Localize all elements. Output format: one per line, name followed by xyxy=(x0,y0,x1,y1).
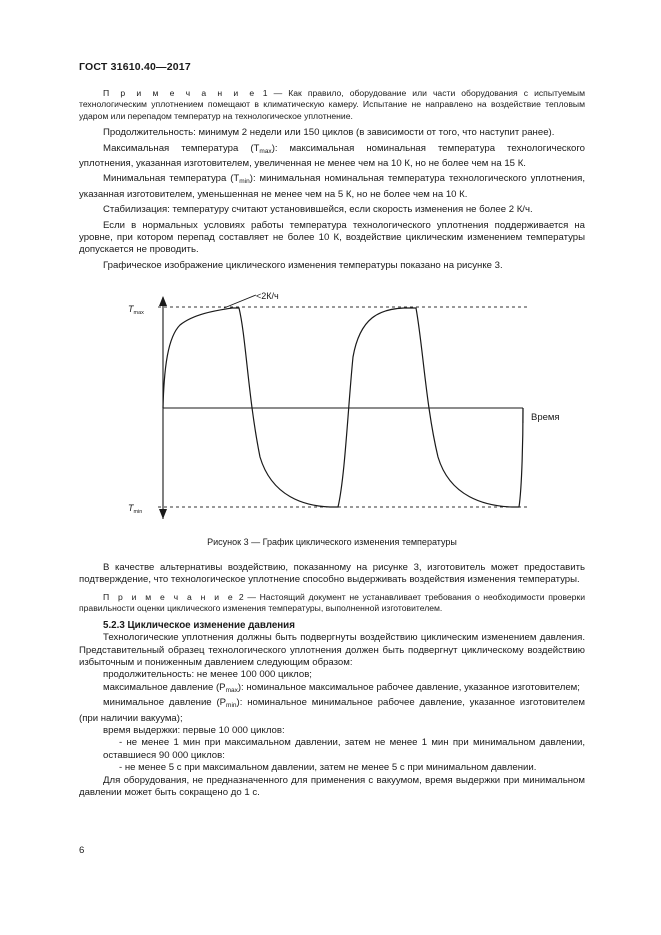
tmax-after: ): максимальная номинальная температура технологического уплотнения, указанная изготовителем, увеличенная не менее чем на 10 К, но не более чем на 15 К. xyxy=(79,142,585,170)
paragraph-alternative: В качестве альтернативы воздействию, показанному на рисунке 3, изготовитель может предоставить подтверждение, что технологическое уплотнение способно выдерживать воздействия изменения температуры. xyxy=(79,562,585,586)
section-pmin xyxy=(79,697,585,725)
upper-text-block xyxy=(79,88,585,272)
time-label: Время xyxy=(531,412,560,423)
tmin-before: Минимальная температура (T xyxy=(103,173,240,185)
paragraph-tmin xyxy=(79,173,585,201)
note-1 xyxy=(79,88,585,122)
tmax-before: Максимальная температура (T xyxy=(103,142,260,154)
section-hold-time: время выдержки: первые 10 000 циклов: xyxy=(103,725,285,737)
axis-arrow-up xyxy=(159,296,167,306)
lower-text-block xyxy=(79,562,585,800)
tmin-sub: min xyxy=(239,178,250,186)
section-vacuum: Для оборудования, не предназначенного для применения с вакуумом, время выдержки при минимальном давлении может быть сокращено до 1 с. xyxy=(79,774,585,799)
section-dash-1: - не менее 1 мин при максимальном давлении, затем не менее 1 мин при минимальном давлении, оставшиеся 90 000 циклов: xyxy=(103,737,585,761)
pmax-before: максимальное давление (P xyxy=(103,681,226,693)
paragraph-duration: Продолжительность: минимум 2 недели или 150 циклов (в зависимости от того, что наступит ранее). xyxy=(103,127,555,139)
note-2 xyxy=(79,592,585,615)
tmax-sub: max xyxy=(259,147,272,155)
tmin-after: ): минимальная номинальная температура технологического уплотнения, указанная изготовителем, уменьшенная не менее чем на 5 К, но не более чем на 10 К. xyxy=(79,173,585,200)
pmin-before: минимальное давление (P xyxy=(103,697,227,709)
tmin-label: $T_{min}$ xyxy=(128,503,143,515)
section-pmax xyxy=(79,682,585,697)
note-1-label: П р и м е ч а н и е xyxy=(103,88,257,98)
paragraph-tmax xyxy=(79,143,585,171)
tmax-label: $T_{max}$ xyxy=(128,304,144,316)
pmax-sub: max xyxy=(225,686,238,694)
pmax-after: ): номинальное максимальное рабочее давление, указанное изготовителем; xyxy=(237,681,580,693)
paragraph-normal-conditions: Если в нормальных условиях работы температура технологического уплотнения поддерживается на уровне, при котором перепад составляет не более 10 К, воздействие циклическим изменением температуры допускается не проводить. xyxy=(79,219,585,256)
note-2-label: П р и м е ч а н и е xyxy=(103,591,236,602)
pmin-sub: min xyxy=(226,702,237,710)
section-intro: Технологические уплотнения должны быть подвергнуты воздействию циклическим изменением давления. Представительный образец технологического уплотнения должен быть подвергнут циклическому воздействию избыточным и пониженным давлением следующим образом: xyxy=(79,632,585,669)
paragraph-graph-reference: Графическое изображение циклического изменения температуры показано на рисунке 3. xyxy=(103,259,503,271)
rate-label: <2К/ч xyxy=(256,291,279,301)
section-duration: продолжительность: не менее 100 000 циклов; xyxy=(103,669,312,681)
section-heading: 5.2.3 Циклическое изменение давления xyxy=(103,619,295,631)
paragraph-stabilization: Стабилизация: температуру считают установившейся, если скорость изменения не более 2 К/ч. xyxy=(103,204,533,216)
page-number: 6 xyxy=(79,845,85,856)
note-1-text: 1 — Как правило, оборудование или части оборудования с испытуемым технологическим уплотнением помещают в климатическую камеру. Испытание не направлено на воздействие тепловым ударом или перепадом температур на технологическое уплотнение. xyxy=(79,88,586,121)
note-2-text: 2 — Настоящий документ не устанавливает требования о необходимости проверки правильности оценки циклического изменения температуры, выполненной изготовителем. xyxy=(79,591,585,614)
document-header: ГОСТ 31610.40—2017 xyxy=(79,61,191,73)
axis-arrow-down xyxy=(159,509,167,519)
rate-indicator-line xyxy=(224,295,256,308)
pmin-after: ): номинальное минимальное рабочее давление, указанное изготовителем (при наличии вакуума); xyxy=(79,697,585,724)
figure-caption: Рисунок 3 — График циклического изменения температуры xyxy=(207,537,457,547)
temperature-cycle-figure xyxy=(120,287,580,527)
section-dash-2: - не менее 5 с при максимальном давлении, затем не менее 5 с при минимальном давлении. xyxy=(119,762,537,774)
